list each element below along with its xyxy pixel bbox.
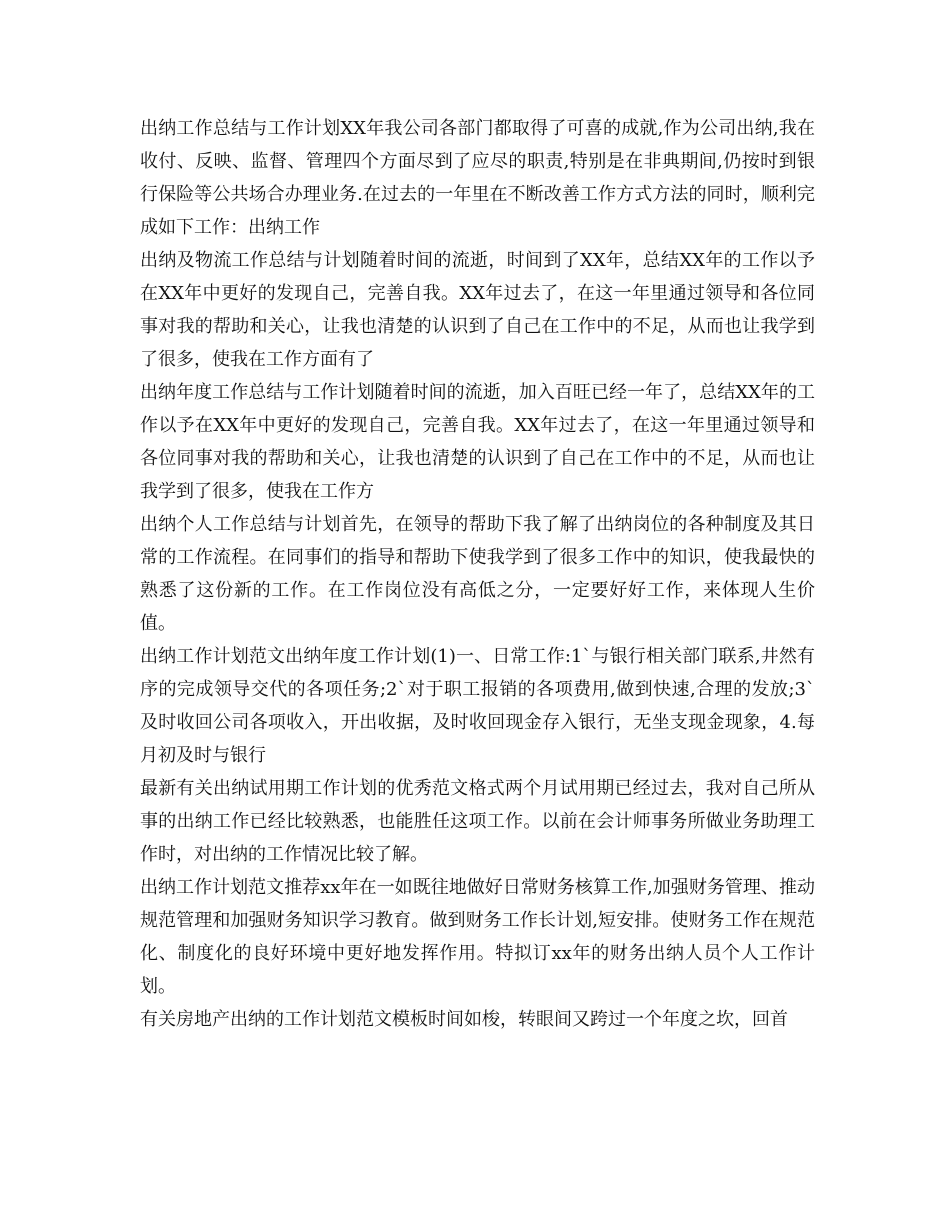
paragraph-real-estate-plan: 有关房地产出纳的工作计划范文模板时间如梭，转眼间又跨过一个年度之坎，回首	[140, 1009, 788, 1030]
document-body	[140, 112, 815, 1036]
paragraph-probation-plan: 最新有关出纳试用期工作计划的优秀范文格式两个月试用期已经过去，我对自己所从事的出纳工作已经比较熟悉，也能胜任这项工作。以前在会计师事务所做业务助理工作时，对出纳的工作情况比较了解。	[140, 778, 815, 865]
paragraph-logistics-summary: 出纳及物流工作总结与计划随着时间的流逝，时间到了XX年，总结XX年的工作以予在XX年中更好的发现自己，完善自我。XX年过去了，在这一年里通过领导和各位同事对我的帮助和关心，让我也清楚的认识到了自己在工作中的不足，从而也让我学到了很多，使我在工作方面有了	[140, 250, 815, 370]
paragraph-recommended-plan: 出纳工作计划范文推荐xx年在一如既往地做好日常财务核算工作,加强财务管理、推动规范管理和加强财务知识学习教育。做到财务工作长计划,短安排。使财务工作在规范化、制度化的良好环境中更好地发挥作用。特拟订xx年的财务出纳人员个人工作计划。	[140, 877, 815, 997]
paragraph-annual-plan: 出纳工作计划范文出纳年度工作计划(1)一、日常工作:1`与银行相关部门联系,井然有序的完成领导交代的各项任务;2`对于职工报销的各项费用,做到快速,合理的发放;3`及时收回公司各项收入，开出收据，及时收回现金存入银行，无坐支现金现象，4.每月初及时与银行	[140, 646, 815, 766]
paragraph-annual-summary: 出纳年度工作总结与工作计划随着时间的流逝，加入百旺已经一年了，总结XX年的工作以予在XX年中更好的发现自己，完善自我。XX年过去了，在这一年里通过领导和各位同事对我的帮助和关心，让我也清楚的认识到了自己在工作中的不足，从而也让我学到了很多，使我在工作方	[140, 382, 815, 502]
paragraph-cashier-summary: 出纳工作总结与工作计划XX年我公司各部门都取得了可喜的成就,作为公司出纳,我在收付、反映、监督、管理四个方面尽到了应尽的职责,特别是在非典期间,仍按时到银行保险等公共场合办理业务.在过去的一年里在不断改善工作方式方法的同时，顺利完成如下工作：出纳工作	[140, 118, 815, 238]
paragraph-personal-summary: 出纳个人工作总结与计划首先，在领导的帮助下我了解了出纳岗位的各种制度及其日常的工作流程。在同事们的指导和帮助下使我学到了很多工作中的知识，使我最快的熟悉了这份新的工作。在工作岗位没有高低之分，一定要好好工作，来体现人生价值。	[140, 514, 815, 634]
